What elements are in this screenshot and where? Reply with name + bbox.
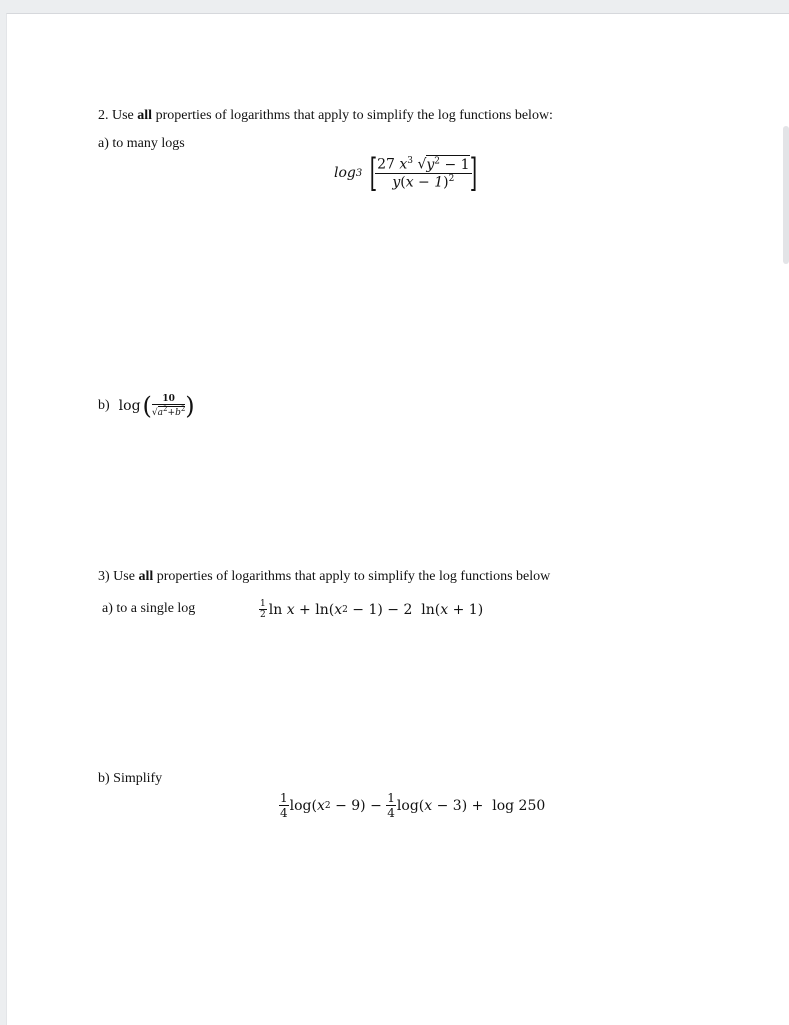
q3b-expression bbox=[279, 791, 545, 820]
q3b-fraction-1 bbox=[279, 791, 289, 820]
q2a-den-exp: 2 bbox=[448, 173, 455, 184]
q3b-frac2-num: 1 bbox=[387, 791, 395, 805]
q2a-num-var: x bbox=[399, 156, 408, 173]
q2b-fraction bbox=[152, 394, 185, 418]
q2-bold-word: all bbox=[137, 108, 153, 123]
q3a-frac-den: 2 bbox=[260, 610, 266, 620]
q2a-left-bracket: [ bbox=[369, 151, 378, 195]
q2a-radicand bbox=[426, 155, 469, 173]
q2a-right-bracket: ] bbox=[469, 151, 477, 195]
q2a-num-exp: 3 bbox=[407, 155, 413, 166]
q3b-log1: log( bbox=[289, 797, 317, 814]
q3a-fraction bbox=[259, 599, 267, 620]
q3b-var1: x bbox=[316, 797, 325, 814]
q3-number: 3) bbox=[98, 569, 110, 584]
q2a-expression bbox=[334, 151, 480, 195]
q3b-fraction-2 bbox=[386, 791, 396, 820]
q3a-ln1: ln bbox=[268, 601, 283, 618]
q2b-denominator: $√a^2+b^2$ bbox=[151, 405, 186, 418]
q2a-rad-rest: − 1 bbox=[444, 156, 470, 173]
q2a-fraction bbox=[375, 156, 472, 190]
q3b-frac1-den: 4 bbox=[280, 806, 288, 820]
q3a-var1: x bbox=[286, 601, 295, 618]
q3b-frac1-num: 1 bbox=[280, 791, 288, 805]
q3b-exp: 2 bbox=[324, 800, 331, 811]
q2-number: 2. bbox=[98, 108, 109, 123]
q2b-plus: + bbox=[167, 408, 176, 418]
q3b-rest1: − 9) − bbox=[330, 797, 387, 814]
q3a-plus: + bbox=[299, 601, 311, 618]
q3a-var3: x bbox=[440, 601, 449, 618]
q3a-ln2: ln( bbox=[315, 601, 335, 618]
q2a-label: a) to many logs bbox=[98, 136, 185, 151]
q2-heading bbox=[98, 108, 553, 124]
q2b-expression bbox=[98, 394, 195, 418]
q3-prefix: Use bbox=[113, 569, 135, 584]
q2b-left-paren: ( bbox=[142, 392, 152, 420]
q2b-exp-b: 2 bbox=[180, 405, 186, 413]
q2a-log-base: 3 bbox=[355, 167, 363, 179]
q3b-label: b) Simplify bbox=[98, 771, 163, 786]
q3b-log2: log( bbox=[396, 797, 425, 814]
q3a-exp: 2 bbox=[342, 604, 348, 615]
q3a-frac-num: 1 bbox=[260, 599, 266, 609]
q2a-den-var: y bbox=[392, 174, 401, 191]
q2a-num-coef: 27 bbox=[377, 156, 395, 173]
q3b-rest2: − 3) + log 250 bbox=[432, 797, 546, 814]
q2a-log-func: log bbox=[334, 165, 356, 181]
q2a-numerator bbox=[375, 156, 472, 174]
q2b-rad-a: a bbox=[157, 408, 164, 418]
q2a-rad-var: y bbox=[426, 156, 435, 173]
q2b-right-paren: ) bbox=[185, 392, 195, 420]
q2b-numerator: 10 bbox=[152, 394, 185, 405]
q3-heading bbox=[98, 569, 550, 585]
scrollbar-thumb[interactable] bbox=[783, 126, 789, 264]
q3b-var2: x bbox=[424, 797, 433, 814]
q2-suffix: properties of logarithms that apply to simplify the log functions below: bbox=[155, 108, 553, 123]
q3b-frac2-den: 4 bbox=[387, 806, 395, 820]
q2a-sqrt-sign: √ bbox=[417, 156, 427, 173]
q2a-rad-exp: 2 bbox=[434, 155, 441, 166]
q2b-exp-a: 2 bbox=[163, 405, 168, 413]
q3a-rest1: − 1) − 2 ln( bbox=[347, 601, 441, 618]
q3a-label: a) to a single log bbox=[102, 601, 196, 616]
q3a-var2: x bbox=[334, 601, 343, 618]
q2b-rad-b: b bbox=[175, 408, 181, 418]
q2b-log-func: log bbox=[118, 398, 141, 414]
q3a-expression bbox=[259, 599, 483, 620]
q3-suffix: properties of logarithms that apply to simplify the log functions below bbox=[156, 569, 551, 584]
q2b-label: b) bbox=[98, 398, 110, 413]
q3a-rest2: + 1) bbox=[448, 601, 484, 618]
q3-bold-word: all bbox=[138, 569, 154, 584]
q2a-denominator: $y(x - 1)^2$ bbox=[392, 173, 455, 191]
document-page bbox=[6, 13, 789, 1025]
q2a-den-inner: x − 1 bbox=[405, 174, 444, 191]
q2-prefix: Use bbox=[112, 108, 134, 123]
